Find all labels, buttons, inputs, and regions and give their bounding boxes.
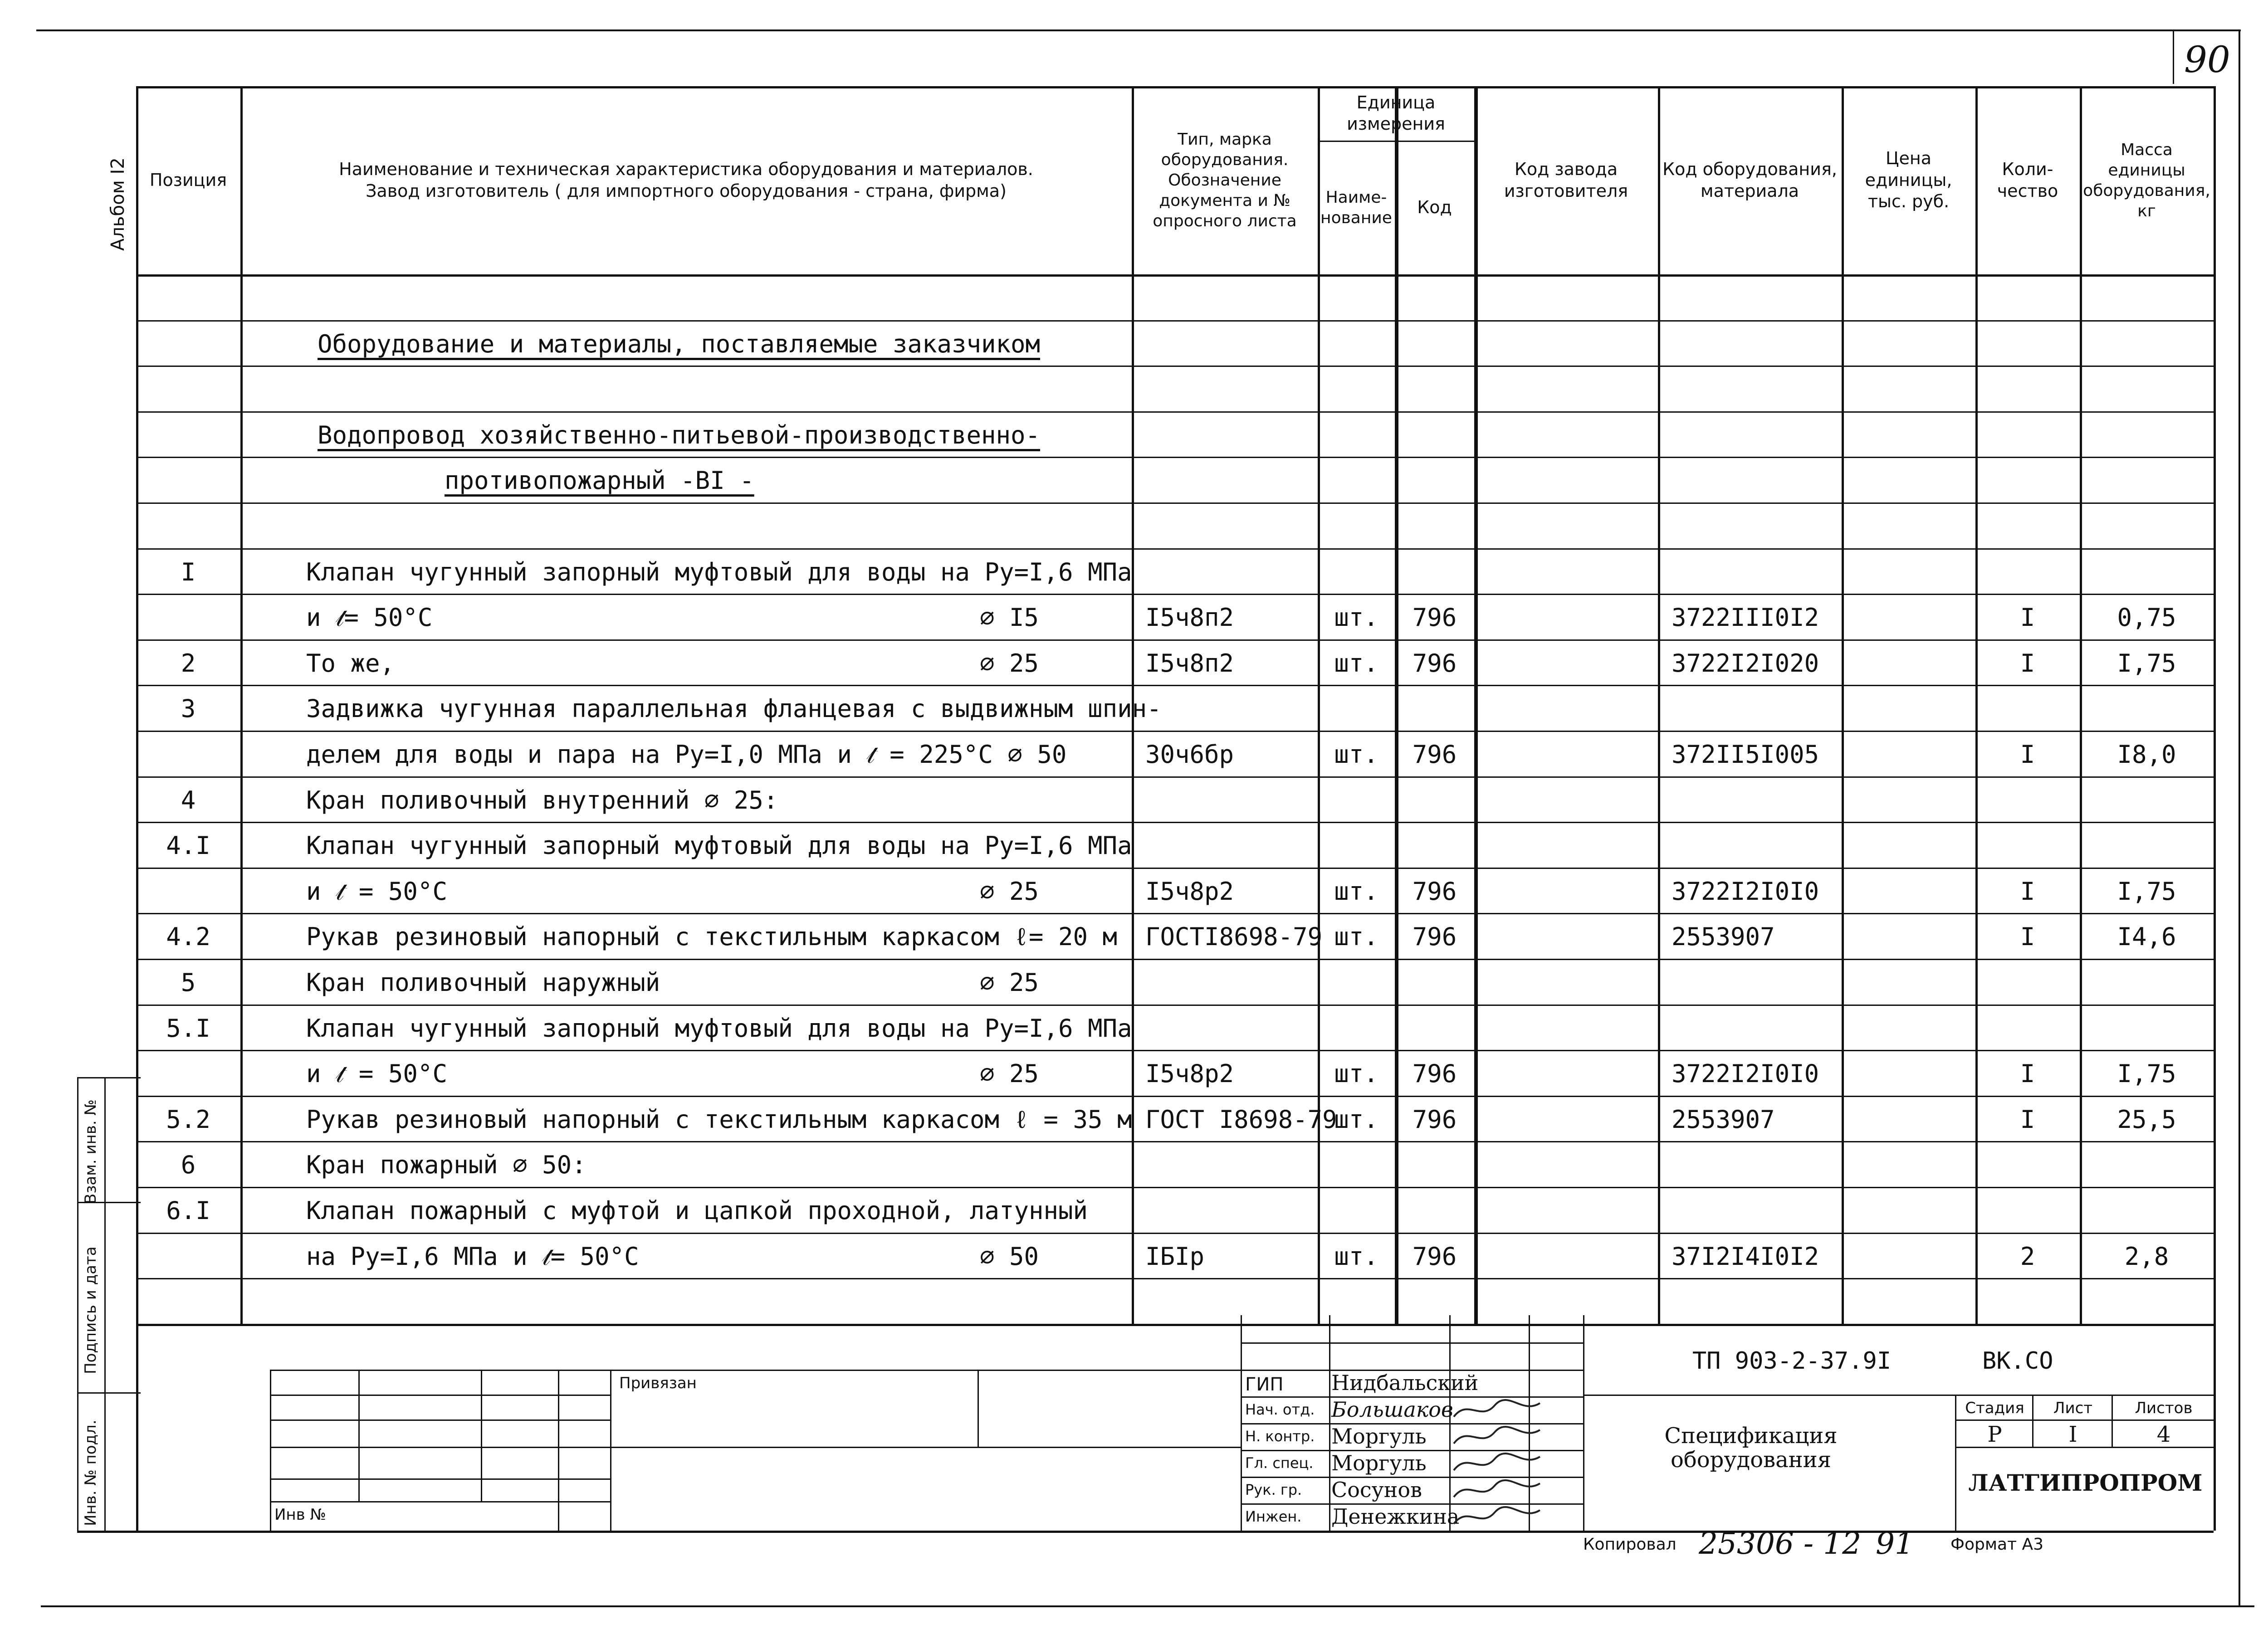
row-equipment-code: 3722I2I0I0	[1672, 877, 1819, 906]
copy-number: 25306 - 12	[1699, 1526, 1862, 1561]
sheet-title: Спецификация оборудования	[1664, 1423, 1838, 1473]
row-unit-code: 796	[1412, 877, 1457, 906]
organization: ЛАТГИПРОПРОМ	[1968, 1469, 2203, 1496]
stamp-role-label: Нач. отд.	[1245, 1401, 1315, 1418]
row-quantity: I	[2020, 1059, 2035, 1088]
row-name: Клапан чугунный запорный муфтовый для воды на Ру=I,6 МПа	[306, 1014, 1132, 1043]
header-unit-name: Наиме- нование	[1320, 188, 1392, 227]
row-type: I5ч8п2	[1145, 603, 1234, 632]
vzam-inv-label: Взам. инв. №	[82, 1099, 100, 1204]
row-quantity: I	[2020, 603, 2035, 632]
row-unit: шт.	[1334, 1105, 1378, 1134]
inv-podl-label: Инв. № подл.	[82, 1419, 100, 1526]
row-position: 5.I	[166, 1014, 210, 1043]
row-line	[136, 1141, 2214, 1142]
row-line	[136, 685, 2214, 686]
row-type: I5ч8п2	[1145, 649, 1234, 678]
row-line	[136, 1005, 2214, 1006]
row-equipment-code: 2553907	[1672, 922, 1775, 951]
row-diameter: ∅ 25	[980, 649, 1039, 678]
row-equipment-code: 3722I2I0I0	[1672, 1059, 1819, 1088]
row-name: Кран пожарный ∅ 50:	[306, 1151, 587, 1180]
row-mass: I,75	[2117, 1059, 2176, 1088]
signature-icon	[1449, 1503, 1549, 1531]
row-line	[136, 502, 2214, 504]
row-mass: 0,75	[2117, 603, 2176, 632]
stamp-role-label: ГИП	[1245, 1374, 1284, 1395]
podpis-data-label: Подпись и дата	[82, 1246, 100, 1374]
doc-code: ТП 903-2-37.9I	[1692, 1347, 1892, 1375]
row-position: 5.2	[166, 1105, 210, 1134]
signature-icon	[1449, 1450, 1549, 1477]
row-mass: I8,0	[2117, 740, 2176, 769]
row-mass: 25,5	[2117, 1105, 2176, 1134]
row-quantity: I	[2020, 649, 2035, 678]
row-name: Рукав резиновый напорный с текстильным каркасом ℓ= 20 м	[306, 922, 1117, 951]
row-type: I5ч8р2	[1145, 1059, 1234, 1088]
row-position: 3	[181, 694, 196, 723]
stamp-role-name: Большаков	[1331, 1397, 1453, 1422]
row-diameter: ∅ 25	[980, 968, 1039, 997]
row-mass: I4,6	[2117, 922, 2176, 951]
row-position: 4	[181, 785, 196, 815]
row-line	[136, 1050, 2214, 1051]
row-line	[136, 868, 2214, 869]
stamp-role-name: Нидбальский	[1331, 1371, 1479, 1395]
sheets-value: 4	[2156, 1422, 2171, 1447]
header-price: Цена единицы, тыс. руб.	[1865, 148, 1952, 212]
row-name: Кран поливочный наружный	[306, 968, 660, 997]
row-mass: 2,8	[2124, 1242, 2169, 1271]
row-quantity: I	[2020, 1105, 2035, 1134]
row-unit-code: 796	[1412, 603, 1457, 632]
row-equipment-code: 37I2I4I0I2	[1672, 1242, 1819, 1271]
row-unit-code: 796	[1412, 740, 1457, 769]
row-line	[136, 320, 2214, 322]
copy-number-year: 91	[1876, 1526, 1914, 1561]
row-line	[136, 1278, 2214, 1279]
row-diameter: ∅ I5	[980, 603, 1039, 632]
row-unit-code: 796	[1412, 922, 1457, 951]
row-position: 2	[181, 649, 196, 678]
row-line	[136, 822, 2214, 823]
row-type: IБIр	[1145, 1242, 1205, 1271]
sheet-number: 90	[2184, 39, 2230, 81]
row-diameter: ∅ 25	[980, 877, 1039, 906]
section-heading: противопожарный -ВI -	[445, 466, 754, 495]
row-equipment-code: 372II5I005	[1672, 740, 1819, 769]
section-heading: Оборудование и материалы, поставляемые заказчиком	[318, 329, 1041, 358]
row-line	[136, 913, 2214, 914]
frame-left	[136, 1324, 138, 1531]
column-line	[2214, 86, 2216, 1324]
stamp-role-name: Денежкина	[1331, 1504, 1460, 1529]
row-line	[136, 1096, 2214, 1097]
row-position: I	[181, 557, 196, 586]
row-name: Кран поливочный внутренний ∅ 25:	[306, 785, 778, 815]
row-line	[136, 594, 2214, 595]
row-unit-code: 796	[1412, 1059, 1457, 1088]
row-unit: шт.	[1334, 649, 1378, 678]
row-line	[136, 1233, 2214, 1234]
row-unit: шт.	[1334, 603, 1378, 632]
row-name: Клапан чугунный запорный муфтовый для воды на Ру=I,6 МПа	[306, 557, 1132, 586]
row-unit: шт.	[1334, 740, 1378, 769]
row-quantity: I	[2020, 922, 2035, 951]
row-name: То же,	[306, 649, 395, 678]
row-line	[136, 411, 2214, 413]
stamp-role-label: Гл. спец.	[1245, 1454, 1314, 1472]
row-type: ГОСТI8698-79	[1145, 922, 1323, 951]
header-quantity: Коли- чество	[1997, 159, 2058, 201]
row-position: 5	[181, 968, 196, 997]
row-name: Клапан чугунный запорный муфтовый для воды на Ру=I,6 МПа	[306, 831, 1132, 860]
row-mass: I,75	[2117, 649, 2176, 678]
row-line	[136, 776, 2214, 778]
row-diameter: ∅ 50	[980, 1242, 1039, 1271]
privyazan-label: Привязан	[619, 1374, 697, 1392]
row-position: 6	[181, 1151, 196, 1180]
sheets-label: Листов	[2135, 1399, 2193, 1417]
header-bottom-border	[136, 274, 2214, 277]
row-equipment-code: 2553907	[1672, 1105, 1775, 1134]
stage-value: Р	[1987, 1422, 2002, 1447]
row-quantity: I	[2020, 740, 2035, 769]
stamp-role-name: Сосунов	[1331, 1478, 1422, 1502]
row-name: и 𝓉 = 50°С	[306, 877, 447, 906]
row-unit: шт.	[1334, 922, 1378, 951]
row-position: 6.I	[166, 1196, 210, 1225]
row-unit-code: 796	[1412, 649, 1457, 678]
frame-right	[2214, 1324, 2216, 1531]
section-heading: Водопровод хозяйственно-питьевой-производственно-	[318, 420, 1041, 449]
row-name: делем для воды и пара на Ру=I,0 МПа и 𝓉 = 225°С ∅ 50	[306, 740, 1067, 769]
row-equipment-code: 3722III0I2	[1672, 603, 1819, 632]
row-type: ГОСТ I8698-79	[1145, 1105, 1337, 1134]
right-border	[2239, 29, 2240, 1605]
signature-icon	[1449, 1423, 1549, 1450]
row-type: 30ч6бр	[1145, 740, 1234, 769]
row-name: и 𝓉 = 50°С	[306, 1059, 447, 1088]
doc-mark: ВК.СО	[1982, 1347, 2053, 1375]
header-equipment-code: Код оборудования, материала	[1662, 159, 1837, 201]
row-name: Рукав резиновый напорный с текстильным каркасом ℓ = 35 м	[306, 1105, 1132, 1134]
signature-icon	[1449, 1396, 1549, 1424]
header-factory-code: Код завода изготовителя	[1504, 159, 1628, 201]
stamp-role-name: Моргуль	[1331, 1451, 1427, 1475]
row-unit: шт.	[1334, 1059, 1378, 1088]
header-name: Наименование и техническая характеристика оборудования и материалов. Завод изготовитель ( для импортного оборудования - страна, фирма)	[339, 159, 1033, 201]
row-name: Задвижка чугунная параллельная фланцевая с выдвижным шпин-	[306, 694, 1162, 723]
header-type: Тип, марка оборудования. Обозначение документа и № опросного листа	[1153, 130, 1297, 230]
stamp-role-label: Н. контр.	[1245, 1428, 1315, 1445]
stamp-role-name: Моргуль	[1331, 1424, 1427, 1449]
row-type: I5ч8р2	[1145, 877, 1234, 906]
row-unit-code: 796	[1412, 1242, 1457, 1271]
stage-label: Стадия	[1965, 1399, 2024, 1417]
header-unit-code: Код	[1417, 197, 1452, 217]
row-line	[136, 366, 2214, 367]
row-name: Клапан пожарный с муфтой и цапкой проходной, латунный	[306, 1196, 1088, 1225]
table-bottom-border	[136, 1324, 2214, 1326]
top-border	[36, 29, 2241, 31]
signature-icon	[1449, 1477, 1549, 1504]
row-line	[136, 1187, 2214, 1188]
row-name: и 𝓉= 50°С	[306, 603, 433, 632]
row-line	[136, 959, 2214, 960]
row-line	[136, 457, 2214, 458]
bottom-border	[41, 1605, 2254, 1607]
format-label: Формат А3	[1950, 1535, 2044, 1554]
stamp-role-label: Инжен.	[1245, 1508, 1302, 1525]
row-position: 4.I	[166, 831, 210, 860]
header-unit-group: Единица измерения	[1347, 92, 1445, 134]
row-quantity: 2	[2020, 1242, 2035, 1271]
row-name: на Ру=I,6 МПа и 𝓉= 50°С	[306, 1242, 639, 1271]
row-mass: I,75	[2117, 877, 2176, 906]
row-unit-code: 796	[1412, 1105, 1457, 1134]
row-diameter: ∅ 25	[980, 1059, 1039, 1088]
row-quantity: I	[2020, 877, 2035, 906]
row-position: 4.2	[166, 922, 210, 951]
row-line	[136, 639, 2214, 641]
stamp-role-label: Рук. гр.	[1245, 1481, 1302, 1498]
sheet-label: Лист	[2053, 1399, 2093, 1417]
kopiroval-label: Копировал	[1583, 1535, 1677, 1554]
row-line	[136, 731, 2214, 732]
row-line	[136, 548, 2214, 550]
row-unit: шт.	[1334, 877, 1378, 906]
header-position: Позиция	[149, 170, 227, 190]
inv-no-label: Инв №	[274, 1506, 326, 1524]
album-label: Альбом I2	[108, 157, 128, 251]
row-unit: шт.	[1334, 1242, 1378, 1271]
header-mass: Масса единицы оборудования, кг	[2083, 140, 2210, 220]
row-equipment-code: 3722I2I020	[1672, 649, 1819, 678]
sheet-value: I	[2068, 1422, 2077, 1447]
